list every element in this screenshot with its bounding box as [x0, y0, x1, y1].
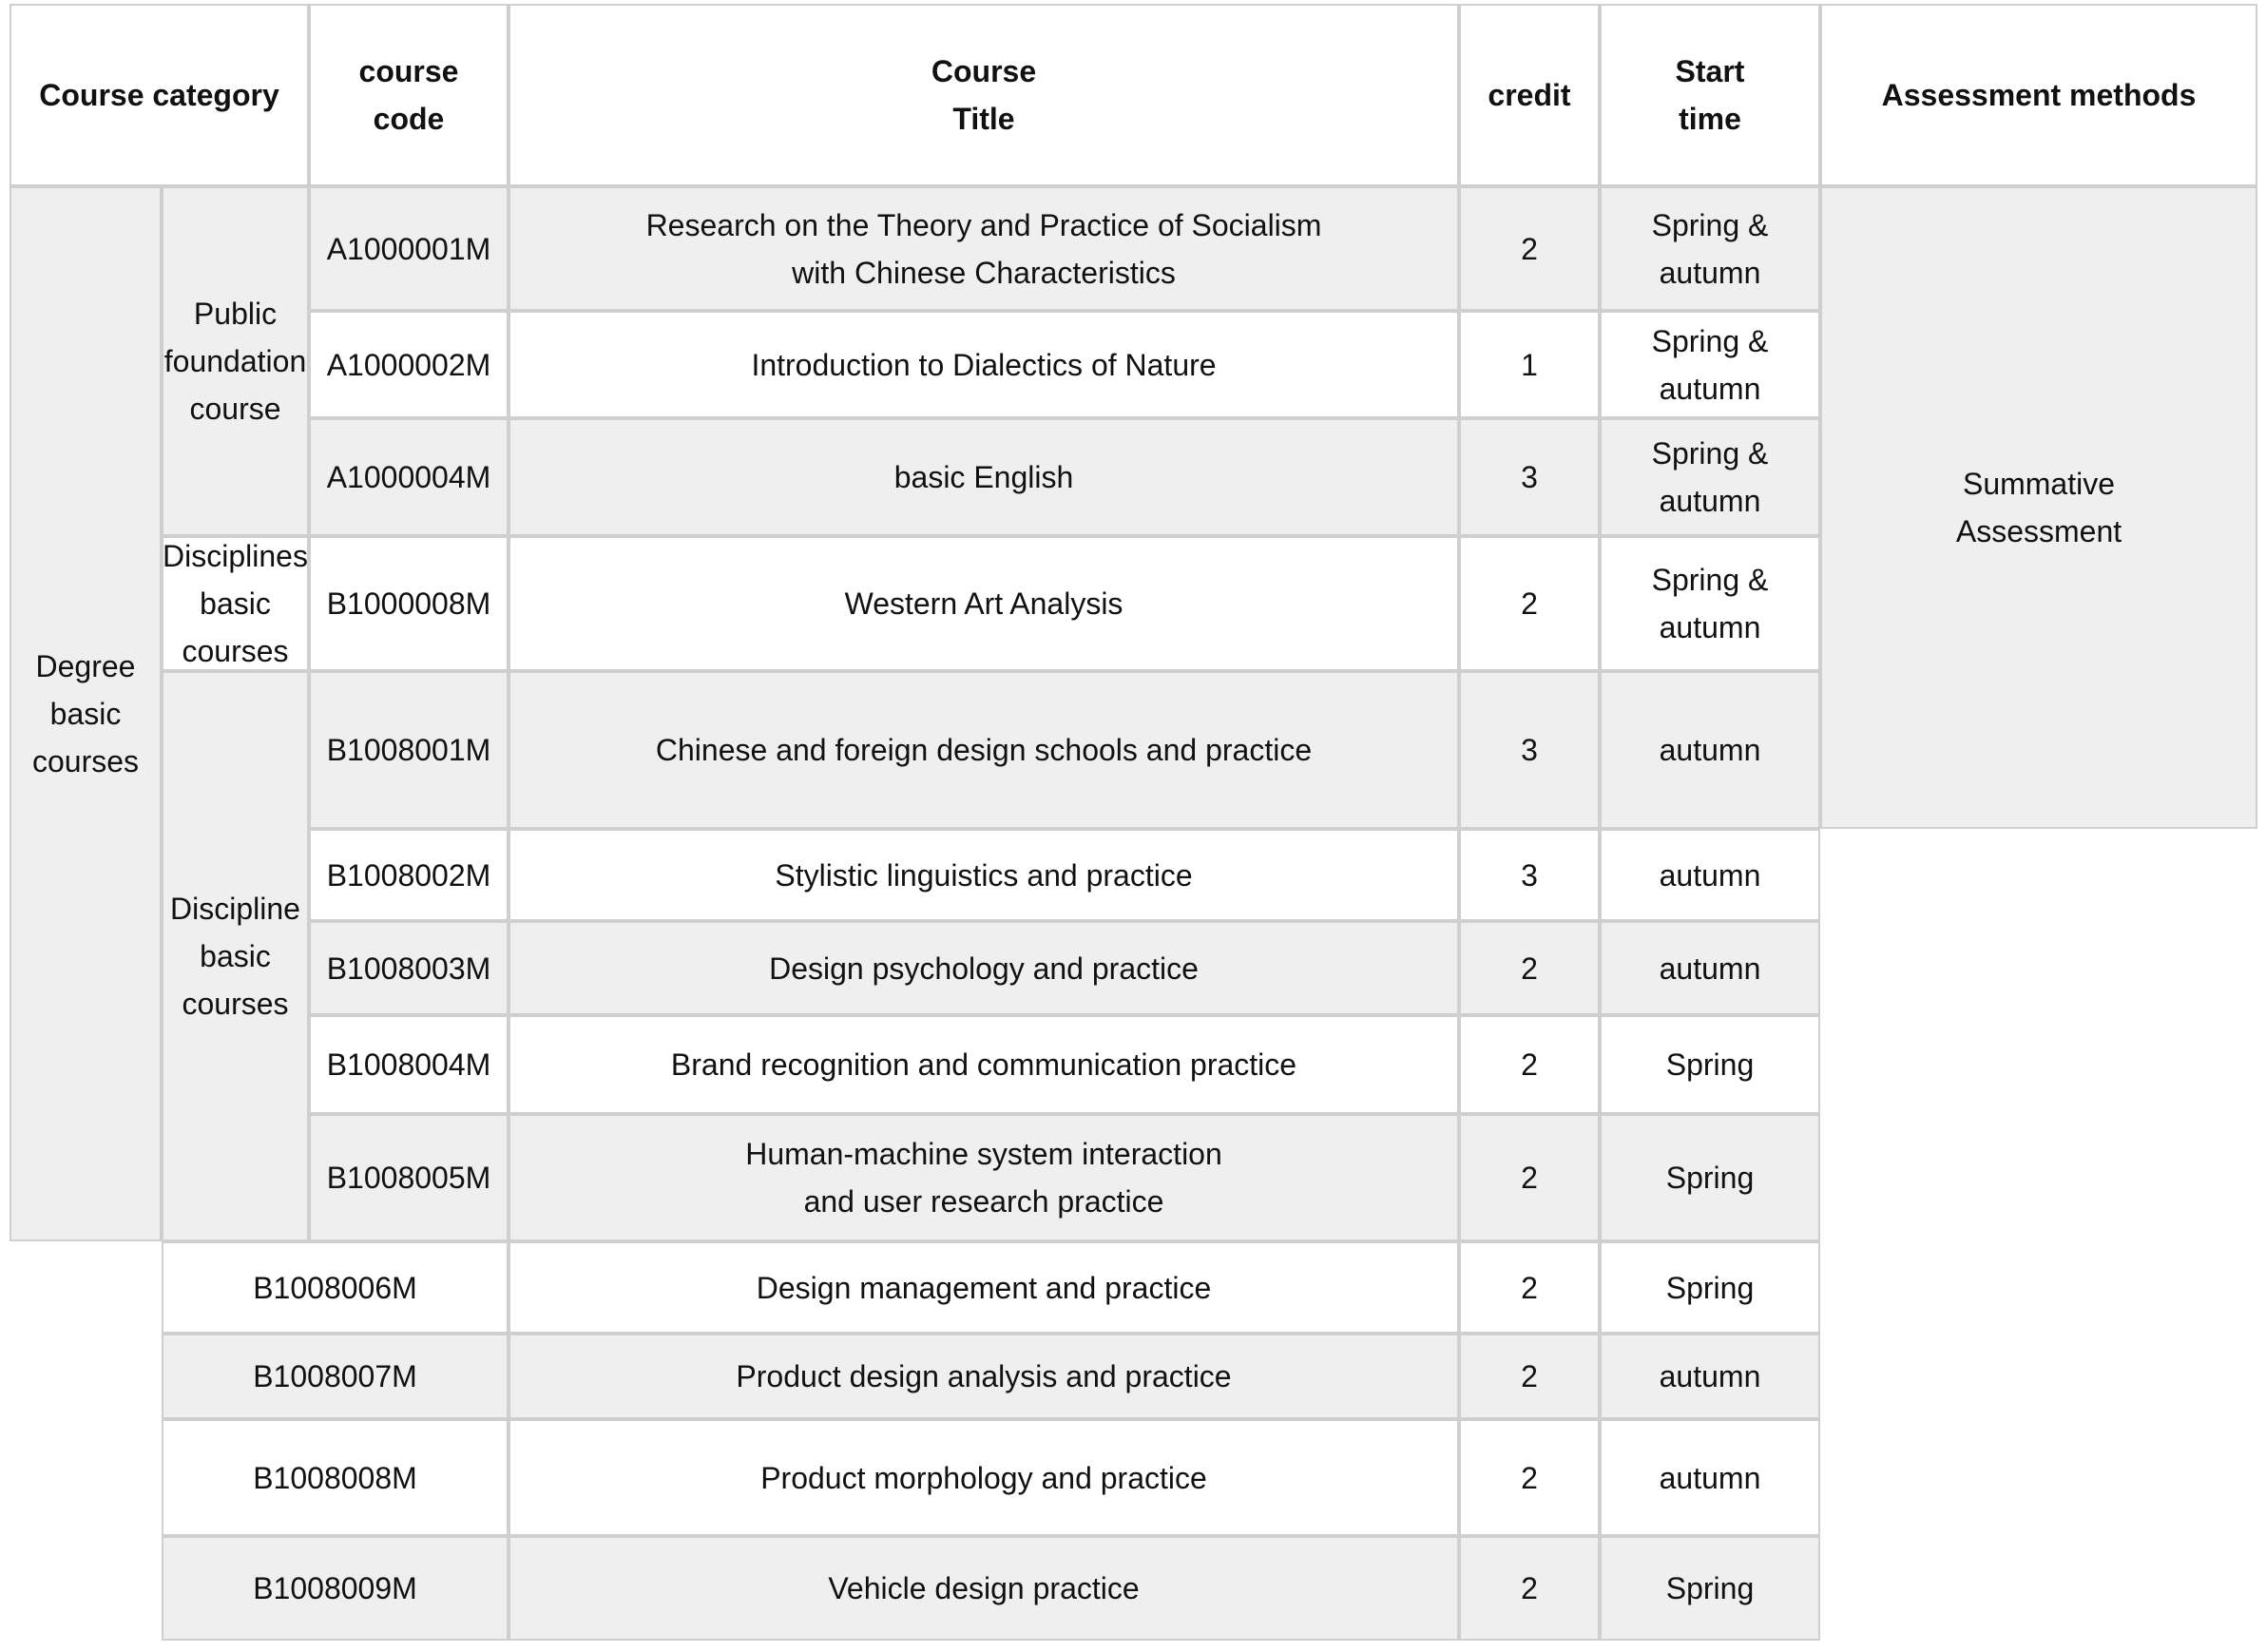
course-title-cell [509, 1114, 1459, 1241]
start-time-cell [1600, 1536, 1820, 1641]
credit-cell [1459, 921, 1600, 1015]
start-time-cell-text: Spring [1665, 1047, 1755, 1082]
assessment-empty [1820, 829, 2257, 1641]
course-title-cell [509, 671, 1459, 829]
course-code-cell-text: A1000004M [326, 460, 491, 494]
course-title-cell-text: Vehicle design practice [828, 1571, 1140, 1605]
credit-cell-text: 3 [1521, 460, 1538, 494]
course-title-cell-text: Human-machine system interaction and user research practice [745, 1137, 1222, 1219]
header-assessment-methods [1820, 4, 2257, 186]
group-public-foundation-course [162, 186, 309, 536]
course-code-cell-text: B1008008M [253, 1460, 417, 1495]
header-start-time-text: Start time [1675, 54, 1745, 136]
course-title-cell [509, 1241, 1459, 1334]
course-title-cell-text: Introduction to Dialectics of Nature [751, 347, 1217, 382]
course-title-cell-text: Brand recognition and communication practice [670, 1047, 1297, 1082]
course-code-cell-text: B1008007M [253, 1359, 417, 1393]
course-code-cell-text: B1008004M [326, 1047, 491, 1082]
course-title-cell [509, 1536, 1459, 1641]
course-title-cell [509, 536, 1459, 671]
start-time-cell [1600, 1334, 1820, 1419]
course-title-cell-text: Chinese and foreign design schools and practice [655, 733, 1313, 767]
course-code-cell-text: A1000001M [326, 231, 491, 266]
course-title-cell-text: Research on the Theory and Practice of Socialism with Chinese Characteristics [645, 207, 1322, 290]
start-time-cell [1600, 671, 1820, 829]
start-time-cell-text: Spring [1665, 1161, 1755, 1195]
course-title-cell-text: Stylistic linguistics and practice [775, 857, 1193, 893]
credit-cell [1459, 671, 1600, 829]
assessment-summative [1820, 186, 2257, 829]
course-title-cell-text: Design management and practice [756, 1270, 1212, 1305]
course-code-cell-text: B1008006M [253, 1270, 417, 1305]
course-code-cell [309, 921, 509, 1015]
credit-cell [1459, 311, 1600, 418]
start-time-cell-text: Spring & autumn [1651, 207, 1769, 290]
course-code-cell [162, 1241, 509, 1334]
start-time-cell [1600, 829, 1820, 921]
header-assessment-methods-text: Assessment methods [1881, 78, 2197, 112]
credit-cell-text: 2 [1521, 1047, 1538, 1082]
start-time-cell [1600, 186, 1820, 311]
course-code-cell [309, 186, 509, 311]
header-course-title-text: Course Title [931, 54, 1037, 136]
header-course-category [10, 4, 309, 186]
credit-cell-text: 2 [1521, 1571, 1538, 1605]
course-title-cell [509, 1419, 1459, 1536]
course-title-cell [509, 829, 1459, 921]
credit-cell-text: 3 [1521, 733, 1538, 767]
header-credit [1459, 4, 1600, 186]
course-code-cell [309, 536, 509, 671]
course-code-cell-text: A1000002M [326, 347, 491, 382]
start-time-cell-text: autumn [1659, 1460, 1761, 1495]
header-course-code [309, 4, 509, 186]
course-title-cell [509, 1334, 1459, 1419]
start-time-cell-text: Spring [1665, 1270, 1755, 1305]
course-code-cell [162, 1334, 509, 1419]
start-time-cell-text: autumn [1659, 1359, 1761, 1393]
course-title-cell-text: Product morphology and practice [760, 1460, 1207, 1495]
start-time-cell-text: Spring & autumn [1651, 563, 1769, 644]
course-title-cell [509, 418, 1459, 536]
course-code-cell-text: B1008005M [326, 1161, 491, 1195]
start-time-cell-text: autumn [1659, 951, 1761, 986]
start-time-cell-text: Spring & autumn [1651, 323, 1769, 406]
course-code-cell [309, 1015, 509, 1114]
header-course-title [509, 4, 1459, 186]
start-time-cell [1600, 1114, 1820, 1241]
credit-cell [1459, 1536, 1600, 1641]
credit-cell-text: 2 [1521, 1270, 1538, 1305]
course-code-cell [162, 1419, 509, 1536]
start-time-cell-text: Spring [1665, 1571, 1755, 1605]
credit-cell [1459, 186, 1600, 311]
credit-cell [1459, 536, 1600, 671]
header-start-time [1600, 4, 1820, 186]
header-credit-text: credit [1488, 78, 1571, 112]
course-title-cell-text: Product design analysis and practice [736, 1359, 1232, 1393]
start-time-cell [1600, 418, 1820, 536]
credit-cell-text: 3 [1521, 857, 1538, 893]
course-code-cell-text: B1008002M [326, 857, 491, 893]
credit-cell-text: 2 [1521, 586, 1538, 621]
credit-cell [1459, 1114, 1600, 1241]
credit-cell-text: 1 [1521, 347, 1538, 382]
course-title-cell [509, 186, 1459, 311]
course-code-cell [309, 829, 509, 921]
header-course-code-text: course code [358, 54, 459, 136]
credit-cell [1459, 418, 1600, 536]
course-code-cell [309, 671, 509, 829]
assessment-summative-text: Summative Assessment [1955, 467, 2122, 548]
group-degree-basic-courses-text: Degree basic courses [31, 649, 140, 778]
course-code-cell [309, 311, 509, 418]
start-time-cell [1600, 311, 1820, 418]
credit-cell-text: 2 [1521, 231, 1538, 266]
group-empty [10, 1241, 162, 1641]
start-time-cell [1600, 921, 1820, 1015]
credit-cell [1459, 829, 1600, 921]
course-title-cell-text: basic English [893, 460, 1074, 494]
group-discipline-basic-courses-text: Discipline basic courses [170, 892, 300, 1021]
course-code-cell-text: B1000008M [326, 586, 491, 621]
course-title-cell [509, 1015, 1459, 1114]
course-code-cell-text: B1008003M [326, 951, 491, 986]
start-time-cell [1600, 1241, 1820, 1334]
course-title-cell-text: Western Art Analysis [844, 586, 1123, 621]
credit-cell [1459, 1334, 1600, 1419]
group-disciplines-basic-courses-text: Disciplines basic courses [163, 539, 308, 668]
course-title-cell [509, 311, 1459, 418]
credit-cell-text: 2 [1521, 1359, 1538, 1393]
course-code-cell-text: B1008009M [253, 1571, 417, 1605]
credit-cell-text: 2 [1521, 1460, 1538, 1495]
header-course-category-text: Course category [39, 78, 279, 112]
course-title-cell-text: Design psychology and practice [769, 951, 1199, 986]
course-code-cell [162, 1536, 509, 1641]
start-time-cell-text: Spring & autumn [1651, 436, 1769, 518]
credit-cell [1459, 1419, 1600, 1536]
course-code-cell-text: B1008001M [326, 733, 491, 767]
course-code-cell [309, 418, 509, 536]
group-public-foundation-course-text: Public foundation course [163, 297, 307, 426]
group-disciplines-basic-courses [162, 536, 309, 671]
start-time-cell [1600, 1015, 1820, 1114]
credit-cell [1459, 1241, 1600, 1334]
credit-cell-text: 2 [1521, 1161, 1538, 1195]
credit-cell [1459, 1015, 1600, 1114]
group-discipline-basic-courses [162, 671, 309, 1241]
start-time-cell [1600, 1419, 1820, 1536]
course-title-cell [509, 921, 1459, 1015]
credit-cell-text: 2 [1521, 951, 1538, 986]
group-degree-basic-courses [10, 186, 162, 1241]
start-time-cell-text: autumn [1659, 857, 1761, 893]
start-time-cell-text: autumn [1659, 733, 1761, 767]
course-code-cell [309, 1114, 509, 1241]
start-time-cell [1600, 536, 1820, 671]
